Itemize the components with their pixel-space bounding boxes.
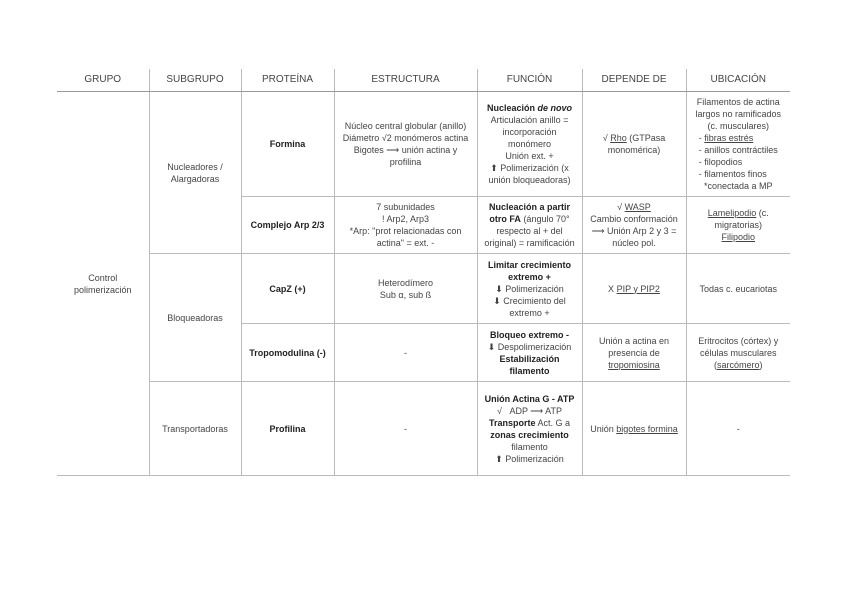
list-item: - fibras estrés — [699, 132, 778, 144]
estructura-profilina: - — [334, 382, 477, 476]
protein-tropomodulina: Tropomodulina (-) — [241, 324, 334, 382]
ubicacion-capz: Todas c. eucariotas — [686, 254, 790, 324]
protein-arp: Complejo Arp 2/3 — [241, 197, 334, 254]
depende-profilina: Unión bigotes formina — [582, 382, 686, 476]
ubicacion-formina: Filamentos de actina largos no ramificados (c. musculares) - fibras estrés - anillos contráctiles - filopodios - filamentos finos *conectada a MP — [686, 92, 790, 197]
header-grupo: GRUPO — [57, 69, 149, 92]
ubicacion-profilina: - — [686, 382, 790, 476]
ubicacion-tropomodulina: Eritrocitos (córtex) y células musculares (sarcómero) — [686, 324, 790, 382]
proteins-table — [57, 69, 790, 476]
table-row-formina — [57, 92, 790, 197]
header-depende: DEPENDE DE — [582, 69, 686, 92]
table-row-capz — [57, 254, 790, 324]
header-estructura: ESTRUCTURA — [334, 69, 477, 92]
subgroup-nucleadores: Nucleadores / Alargadoras — [149, 92, 241, 254]
header-funcion: FUNCIÓN — [477, 69, 582, 92]
protein-profilina: Profilina — [241, 382, 334, 476]
tropomiosina-link: tropomiosina — [608, 359, 660, 370]
subgroup-transportadoras: Transportadoras — [149, 382, 241, 476]
subgroup-bloqueadoras: Bloqueadoras — [149, 254, 241, 382]
funcion-capz: Limitar crecimiento extremo + ⬇ Polimerización ⬇ Crecimiento del extremo + — [477, 254, 582, 324]
list-item: - filamentos finos — [699, 168, 778, 180]
protein-capz: CapZ (+) — [241, 254, 334, 324]
group-cell: Control polimerización — [57, 92, 149, 476]
funcion-profilina: Unión Actina G - ATP √ ADP ⟶ ATP Transporte Act. G a zonas crecimiento filamento ⬆ Polimerización — [477, 382, 582, 476]
estructura-formina: Núcleo central globular (anillo) Diámetro √2 monómeros actina Bigotes ⟶ unión actina y profilina — [334, 92, 477, 197]
wasp-link: WASP — [624, 202, 651, 212]
funcion-arp: Nucleación a partir otro FA (ángulo 70° respecto al + del original) = ramificación — [477, 197, 582, 254]
header-proteina: PROTEÍNA — [241, 69, 334, 92]
bigotes-link: bigotes formina — [616, 423, 678, 434]
estructura-arp: 7 subunidades ! Arp2, Arp3 *Arp: "prot relacionadas con actina" = ext. - — [334, 197, 477, 254]
estructura-capz: Heterodímero Sub α, sub ß — [334, 254, 477, 324]
depende-tropomodulina: Unión a actina en presencia de tropomiosina — [582, 324, 686, 382]
header-subgrupo: SUBGRUPO — [149, 69, 241, 92]
rho-link: Rho — [610, 133, 627, 143]
pip-link: PIP y PIP2 — [616, 283, 660, 294]
header-row — [57, 69, 790, 92]
funcion-tropomodulina: Bloqueo extremo - ⬇ Despolimerización Estabilización filamento — [477, 324, 582, 382]
list-item: - filopodios — [699, 156, 778, 168]
depende-formina: √ Rho (GTPasa monomérica) — [582, 92, 686, 197]
ubicacion-arp: Lamelipodio (c. migratorias) Filipodio — [686, 197, 790, 254]
depende-arp: √ WASP Cambio conformación ⟶ Unión Arp 2 y 3 = núcleo pol. — [582, 197, 686, 254]
funcion-formina: Nucleación de novo Articulación anillo = incorporación monómero Unión ext. + ⬆ Polimerización (x unión bloqueadoras) — [477, 92, 582, 197]
list-item: - anillos contráctiles — [699, 144, 778, 156]
depende-capz: X PIP y PIP2 — [582, 254, 686, 324]
table-row-profilina — [57, 382, 790, 476]
header-ubicacion: UBICACIÓN — [686, 69, 790, 92]
ubicacion-formina-list — [699, 132, 778, 180]
estructura-tropomodulina: - — [334, 324, 477, 382]
protein-formina: Formina — [241, 92, 334, 197]
